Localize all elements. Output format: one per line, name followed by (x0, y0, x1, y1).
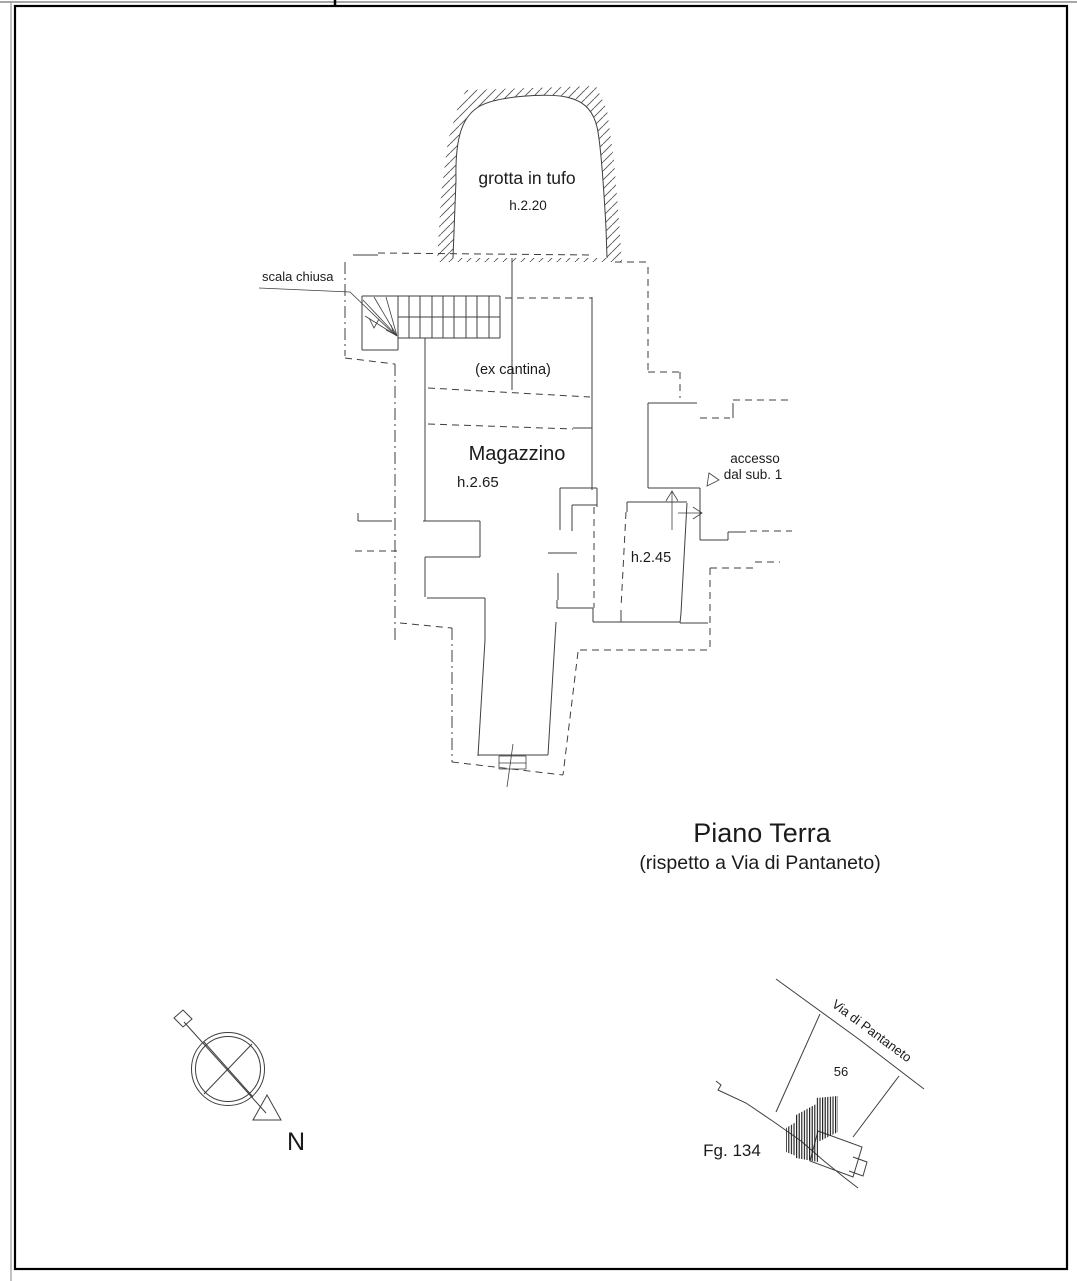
title-block (639, 818, 880, 874)
plan-labels (262, 168, 782, 566)
up-arrow (666, 491, 678, 530)
access-label-line1: accesso (730, 451, 780, 466)
compass-group (174, 1010, 305, 1156)
warehouse-label: Magazzino (468, 443, 566, 465)
compass-tail-flag (174, 1010, 192, 1027)
drawing-border (15, 6, 1067, 1269)
page-subtitle: (rispetto a Via di Pantaneto) (639, 852, 881, 874)
warehouse-height-label: h.2.65 (457, 474, 499, 491)
map-road-line (776, 979, 924, 1089)
small-room-height-label: h.2.45 (630, 550, 672, 566)
map-building-hatch (786, 1096, 838, 1162)
page-title: Piano Terra (693, 818, 831, 848)
cave-height-label: h.2.20 (509, 198, 547, 213)
walls-solid (353, 255, 746, 756)
door-symbol-lines (499, 744, 526, 787)
door-symbol (499, 744, 526, 787)
stair-fan-lines (363, 297, 397, 336)
stairs-annotations (259, 288, 397, 336)
sheet-label: Fg. 134 (703, 1141, 761, 1160)
access-label-line2: dal sub. 1 (723, 467, 783, 482)
cave-label: grotta in tufo (478, 168, 576, 188)
compass-needle (184, 1022, 266, 1113)
map-parcel-left-boundary (776, 1014, 820, 1112)
access-triangle-pointer (707, 473, 719, 486)
compass-arrowhead (253, 1095, 281, 1120)
stairs-label: scala chiusa (262, 269, 334, 284)
location-map-group (703, 979, 924, 1188)
walls-dashed (345, 253, 792, 775)
right-arrow (678, 507, 702, 519)
ex-cellar-label: (ex cantina) (475, 362, 551, 378)
north-label: N (286, 1128, 306, 1156)
street-name-label: Via di Pantaneto (829, 996, 915, 1066)
compass-cross-lines (204, 1042, 253, 1097)
parcel-number-label: 56 (833, 1064, 849, 1079)
map-parcel-right-boundary (853, 1076, 899, 1137)
